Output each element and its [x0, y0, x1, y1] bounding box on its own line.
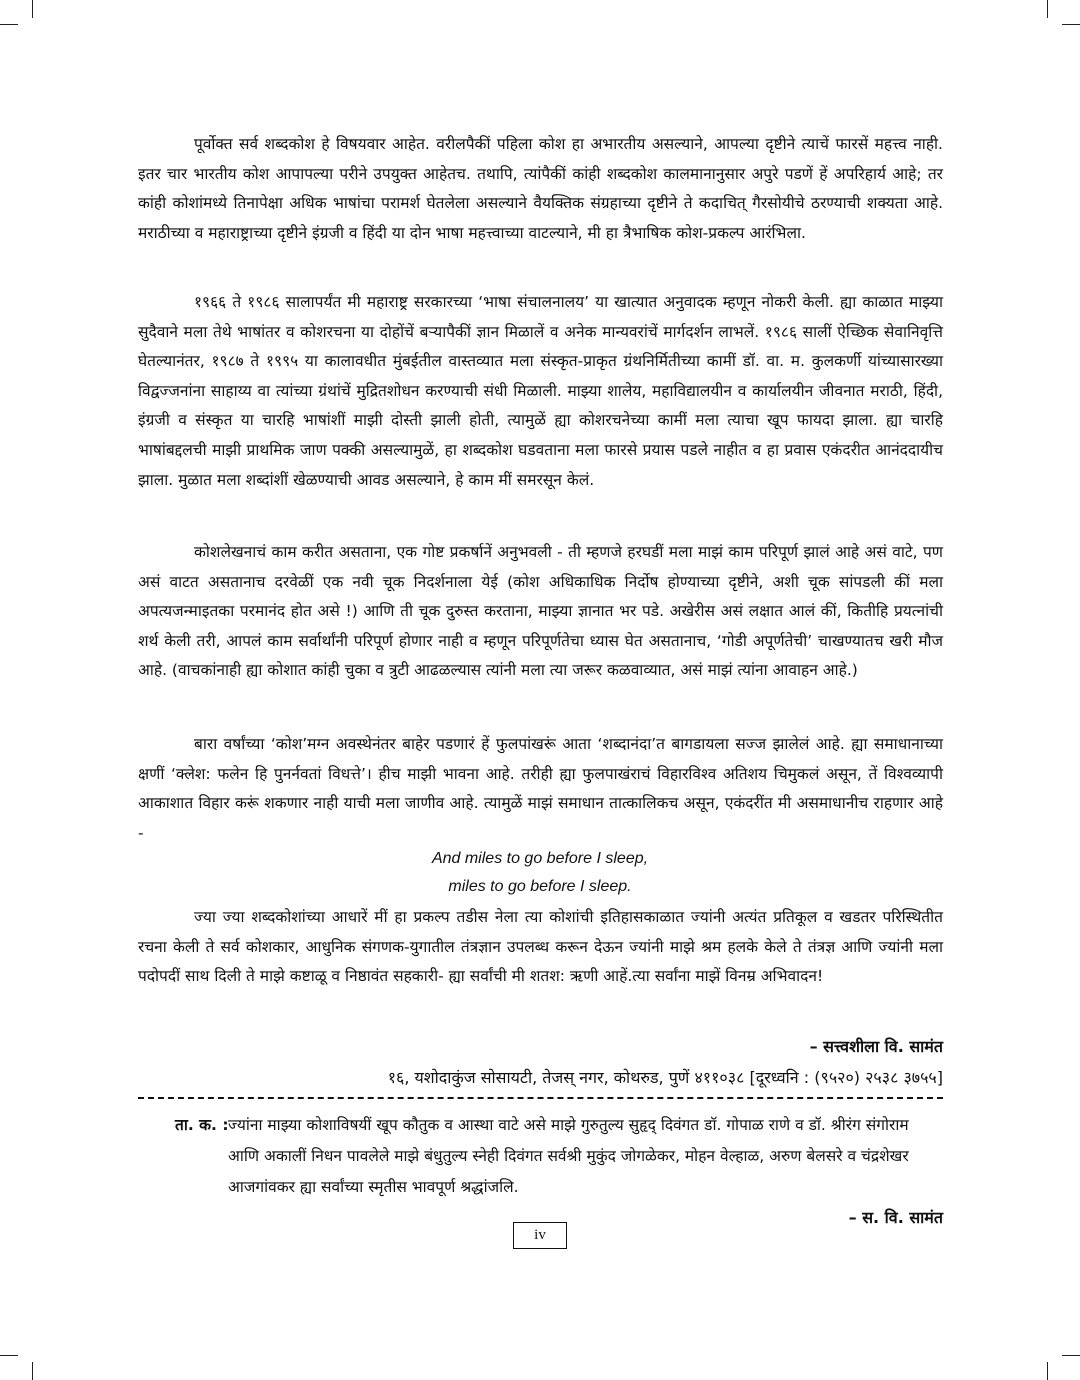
- paragraph-4: बारा वर्षांच्या ‘कोश’मग्न अवस्थेनंतर बाहेर पडणारं हें फुलपांखरूं आता ‘शब्दानंदा’त बागडायला सज्ज झालेलं आहे. ह्या समाधानाच्या क्षणीं ‘क्लेश: फलेन हि पुनर्नवतां विधत्ते’। हीच माझी भावना आहे. तरीही ह्या फुलपाखंराचं विहारविश्व अतिशय चिमुकलं असून, तें विश्वव्यापी आकाशात विहार करूं शकणार नाही याची मला जाणीव आहे. त्यामुळें माझं समाधान तात्कालिकच असून, एकंदरींत मी असमाधानीच राहणार आहे -: [138, 735, 943, 842]
- page-number: iv: [513, 1222, 567, 1249]
- paragraph-5: ज्या ज्या शब्दकोशांच्या आधारें मीं हा प्रकल्प तडीस नेला त्या कोशांची इतिहासकाळात ज्यांनी अत्यंत प्रतिकूल व खडतर परिस्थितीत रचना केली ते सर्व कोशकार, आधुनिक संगणक-युगातील तंत्रज्ञान उपलब्ध करून देऊन ज्यांनी माझे श्रम हलके केले ते तंत्रज्ञ आणि ज्यांनी मला पदोपदीं साथ दिली ते माझे कष्टाळू व निष्ठावंत सहकारी- ह्या सर्वांची मी शतश: ऋणी आहें.त्या सर्वांना माझें विनम्र अभिवादन!: [138, 908, 943, 986]
- crop-mark: [0, 1355, 18, 1356]
- postscript-label: ता. क. :: [175, 1116, 229, 1134]
- crop-mark: [1062, 1355, 1080, 1356]
- paragraph-1: पूर्वोक्त सर्व शब्दकोश हे विषयवार आहेत. वरीलपैकीं पहिला कोश हा अभारतीय असल्याने, आपल्या दृष्टीने त्याचें फारसें महत्त्व नाही. इतर चार भारतीय कोश आपापल्या परीने उपयुक्त आहेतच. तथापि, त्यांपैकीं कांही शब्दकोश कालमानानुसार अपुरे पडणें हें अपरिहार्य आहे; तर कांही कोशांमध्ये तिनापेक्षा अधिक भाषांचा परामर्श घेतलेला असल्याने वैयक्तिक संग्रहाच्या दृष्टीने ते कदाचित् गैरसोयीचे ठरण्याची शक्यता आहे. मराठीच्या व महाराष्ट्राच्या दृष्टीने इंग्रजी व हिंदी या दोन भाषा महत्त्वाच्या वाटल्याने, मी हा त्रैभाषिक कोश-प्रकल्प आरंभिला.: [138, 135, 943, 242]
- postscript: [175, 1110, 935, 1203]
- crop-mark: [32, 0, 33, 18]
- crop-mark: [1062, 24, 1080, 25]
- postscript-signature: – स. वि. सामंत: [848, 1208, 943, 1227]
- crop-mark: [32, 1362, 33, 1380]
- author-signature: – सत्त्वशीला वि. सामंत: [809, 1037, 943, 1056]
- dashed-divider: [138, 1097, 943, 1099]
- paragraph-3: कोशलेखनाचं काम करीत असताना, एक गोष्ट प्रकर्षानें अनुभवली - ती म्हणजे हरघडीं मला माझं काम परिपूर्ण झालं आहे असं वाटे, पण असं वाटत असतानाच दरवेळीं एक नवी चूक निदर्शनाला येई (कोश अधिकाधिक निर्दोष होण्याच्या दृष्टीने, अशी चूक सांपडली कीं मला अपत्यजन्माइतका परमानंद होत असे !) आणि ती चूक दुरुस्त करताना, माझ्या ज्ञानात भर पडे. अखेरीस असं लक्षात आलं कीं, कितीहि प्रयत्नांची शर्थ केली तरी, आपलं काम सर्वार्थांनी परिपूर्ण होणार नाही व म्हणून परिपूर्णतेचा ध्यास घेत असतानाच, ‘गोडी अपूर्णतेची’ चाखण्यातच खरी मौज आहे. (वाचकांनाही ह्या कोशात कांही चुका व त्रुटी आढळल्यास त्यांनी मला त्या जरूर कळवाव्यात, असं माझं त्यांना आवाहन आहे.): [138, 543, 943, 680]
- crop-mark: [1047, 0, 1048, 18]
- crop-mark: [1047, 1362, 1048, 1380]
- author-address: १६, यशोदाकुंज सोसायटी, तेजस् नगर, कोथरुड, पुणें ४११०३८ [दूरध्वनि : (९५२०) २५३८ ३७५५]: [387, 1068, 943, 1087]
- quote-line-2: miles to go before I sleep.: [448, 878, 632, 895]
- paragraph-2: १९६६ ते १९८६ सालापर्यंत मी महाराष्ट्र सरकारच्या ‘भाषा संचालनालय’ या खात्यात अनुवादक म्हणून नोकरी केली. ह्या काळात माझ्या सुदैवाने मला तेथे भाषांतर व कोशरचना या दोहोंचें बऱ्यापैकीं ज्ञान मिळालें व अनेक मान्यवरांचें मार्गदर्शन लाभलें. १९८६ सालीं ऐच्छिक सेवानिवृत्ति घेतल्यानंतर, १९८७ ते १९९५ या कालावधीत मुंबईतील वास्तव्यात मला संस्कृत-प्राकृत ग्रंथनिर्मितीच्या कामीं डॉ. वा. म. कुलकर्णी यांच्यासारख्या विद्वज्जनांना साहाय्य वा त्यांच्या ग्रंथांचें मुद्रितशोधन करण्याची संधी मिळाली. माझ्या शालेय, महाविद्यालयीन व कार्यालयीन जीवनात मराठी, हिंदी, इंग्रजी व संस्कृत या चारहि भाषांशीं माझी दोस्ती झाली होती, त्यामुळें ह्या कोशरचनेच्या कामीं मला त्याचा खूप फायदा झाला. ह्या चारहि भाषांबद्दलची माझी प्राथमिक जाण पक्की असल्यामुळें, हा शब्दकोश घडवताना मला फारसे प्रयास पडले नाहीत व हा प्रवास एकंदरीत आनंददायीच झाला. मुळात मला शब्दांशीं खेळण्याची आवड असल्याने, हे काम मीं समरसून केलं.: [138, 293, 943, 489]
- quote-line-1: And miles to go before I sleep,: [431, 850, 649, 867]
- postscript-text: ज्यांना माझ्या कोशाविषयीं खूप कौतुक व आस्था वाटे असे माझे गुरुतुल्य सुहृद् दिवंगत डॉ. गोपाळ राणे व डॉ. श्रीरंग संगोराम आणि अकालीं निधन पावलेले माझे बंधुतुल्य स्नेही दिवंगत सर्वश्री मुकुंद जोगळेकर, मोहन वेल्हाळ, अरुण बेलसरे व चंद्रशेखर आजगांवकर ह्या सर्वांच्या स्मृतीस भावपूर्ण श्रद्धांजलि.: [228, 1116, 909, 1196]
- crop-mark: [0, 24, 18, 25]
